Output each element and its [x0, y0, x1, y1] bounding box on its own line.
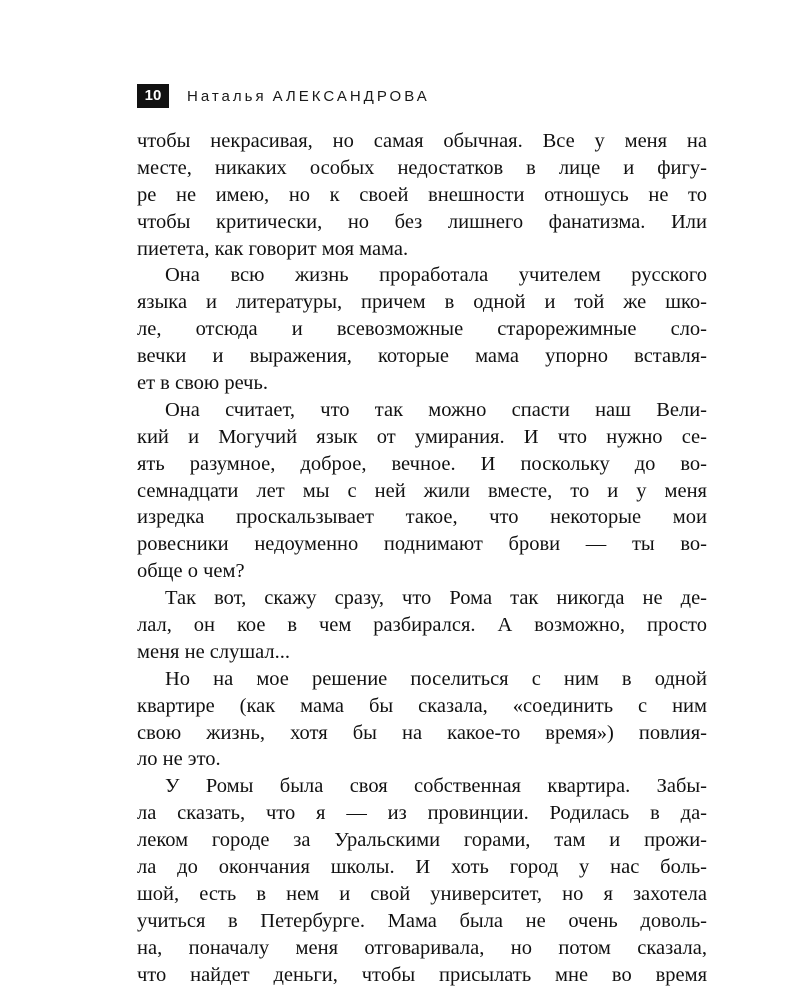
text-line: Так вот, скажу сразу, что Рома так никогда не де- — [165, 587, 707, 610]
text-line: на, поначалу меня отговаривала, но потом сказала, — [137, 936, 707, 959]
author-first-name: Наталья — [187, 87, 267, 105]
text-line: ло не это. — [137, 748, 221, 771]
text-line: ле, отсюда и всевозможные старорежимные сло- — [137, 318, 707, 341]
text-line: шой, есть в нем и свой университет, но я захотела — [137, 882, 707, 905]
text-line: ре не имею, но к своей внешности отношусь не то — [137, 183, 707, 206]
author-name — [187, 88, 430, 105]
text-line: месте, никаких особых недостатков в лице и фигу- — [137, 156, 707, 179]
text-line: свою жизнь, хотя бы на какое-то время») повлия- — [137, 721, 707, 744]
text-line: Но на мое решение поселиться с ним в одной — [165, 667, 707, 690]
text-line: Она считает, что так можно спасти наш Вели- — [165, 398, 707, 421]
text-line: ла до окончания школы. И хоть город у нас боль- — [137, 856, 707, 879]
text-line: Она всю жизнь проработала учителем русского — [165, 264, 707, 287]
text-line: пиетета, как говорит моя мама. — [137, 237, 409, 260]
text-line: ять разумное, доброе, вечное. И поскольку до во- — [137, 452, 707, 475]
text-line: семнадцати лет мы с ней жили вместе, то и у меня — [137, 479, 707, 502]
text-line: обще о чем? — [137, 560, 245, 583]
text-line: языка и литературы, причем в одной и той же шко- — [137, 291, 707, 314]
text-line: лал, он кое в чем разбирался. А возможно, просто — [137, 614, 707, 637]
text-line: меня не слушал... — [137, 640, 291, 663]
text-line: ровесники недоуменно поднимают брови — ты во- — [137, 533, 707, 556]
body-text — [137, 128, 707, 989]
text-line: ет в свою речь. — [137, 372, 268, 395]
text-line: квартире (как мама бы сказала, «соединить с ним — [137, 694, 707, 717]
text-line: ла сказать, что я — из провинции. Родилась в да- — [137, 802, 707, 825]
text-line: леком городе за Уральскими горами, там и прожи- — [137, 829, 707, 852]
running-head — [137, 84, 430, 108]
text-line: чтобы некрасивая, но самая обычная. Все у меня на — [137, 130, 707, 152]
text-line: чтобы критически, но без лишнего фанатизма. Или — [137, 210, 707, 233]
text-line: вечки и выражения, которые мама упорно вставля- — [137, 345, 707, 368]
text-line: что найдет деньги, чтобы присылать мне во время — [137, 963, 707, 986]
page-number: 10 — [137, 84, 169, 108]
author-last-name: АЛЕКСАНДРОВА — [272, 87, 430, 105]
text-line: кий и Могучий язык от умирания. И что нужно се- — [137, 425, 707, 448]
text-line: учиться в Петербурге. Мама была не очень доволь- — [137, 909, 707, 932]
text-line: У Ромы была своя собственная квартира. Забы- — [165, 775, 707, 798]
text-line: изредка проскальзывает такое, что некоторые мои — [137, 506, 707, 529]
